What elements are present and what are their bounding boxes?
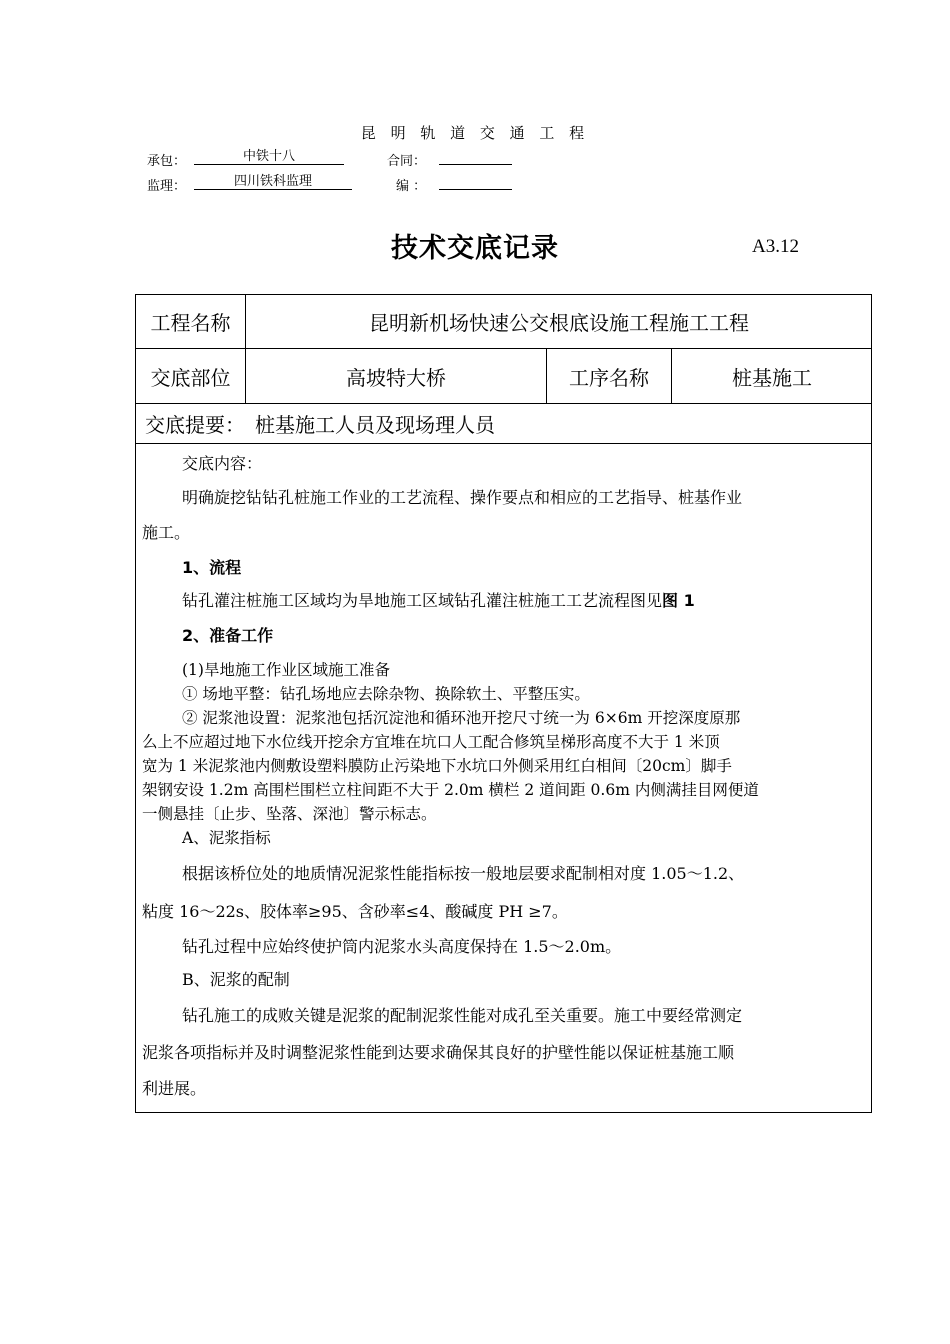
content-line: 钻孔施工的成败关键是泥浆的配制泥浆性能对成孔至关重要。施工中要经常测定: [182, 1006, 743, 1025]
content-line: 架钢安设 1.2m 高围栏围栏立柱间距不大于 2.0m 横栏 2 道间距 0.6m 内侧满挂目网便道: [142, 781, 759, 799]
content-line: [142, 588, 868, 611]
content-line: 泥浆各项指标并及时调整泥浆性能到达要求确保其良好的护壁性能以保证桩基施工顺: [142, 1043, 735, 1062]
content-line: 利进展。: [142, 1079, 207, 1098]
process-value: 桩基施工: [732, 365, 812, 390]
content-line: A、泥浆指标: [182, 829, 271, 847]
content-line: 么上不应超过地下水位线开挖余方宜堆在坑口人工配合修筑呈梯形高度不大于 1 米顶: [142, 733, 720, 751]
location-value: 高坡特大桥: [346, 365, 446, 390]
section-heading: 2、准备工作: [182, 626, 274, 645]
number-label: 编 ：: [396, 179, 427, 194]
document-code: A3.12: [752, 236, 799, 257]
project-name-value: 昆明新机场快速公交根底设施工程施工工程: [369, 311, 749, 335]
contract-label: 合同：: [387, 154, 427, 169]
supervisor-label: 监理：: [147, 179, 187, 194]
row-divider: [136, 443, 871, 444]
content-line: 根据该桥位处的地质情况泥浆性能指标按一般地层要求配制相对度 1.05～1.2、: [182, 864, 745, 883]
content-line: 交底内容：: [182, 454, 263, 473]
content-text: 钻孔灌注桩施工区域均为旱地施工区域钻孔灌注桩施工工艺流程图见: [182, 591, 663, 610]
content-line: 明确旋挖钻钻孔桩施工作业的工艺流程、操作要点和相应的工艺指导、桩基作业: [182, 488, 743, 507]
contract-value: [439, 149, 512, 165]
figure-ref: 图 1: [662, 591, 695, 610]
contractor-value: 中铁十八: [194, 149, 344, 165]
summary-line: 交底提要： 桩基施工人员及现场理人员: [145, 413, 495, 437]
content-line: 宽为 1 米泥浆池内侧敷设塑料膜防止污染地下水坑口外侧采用红白相间〔20cm〕脚手: [142, 757, 732, 775]
content-line: 钻孔过程中应始终使护筒内泥浆水头高度保持在 1.5～2.0m。: [182, 937, 622, 956]
content-line: 一侧悬挂〔止步、坠落、深池〕警示标志。: [142, 805, 437, 823]
contractor-label: 承包：: [147, 154, 187, 169]
content-line: ② 泥浆池设置：泥浆池包括沉淀池和循环池开挖尺寸统一为 6×6m 开挖深度原那: [182, 709, 741, 727]
section-heading: 1、流程: [182, 558, 242, 577]
project-header: 昆 明 轨 道 交 通 工 程: [360, 124, 590, 142]
disclosure-table: [135, 294, 872, 1113]
content-line: 粘度 16～22s、胶体率≥95、含砂率≤4、酸碱度 PH ≥7。: [142, 902, 568, 921]
content-line: 施工。: [142, 523, 191, 542]
supervisor-value: 四川铁科监理: [194, 174, 352, 190]
location-label: 交底部位: [150, 365, 231, 390]
content-line: (1)旱地施工作业区域施工准备: [182, 661, 390, 679]
content-line: ① 场地平整：钻孔场地应去除杂物、换除软土、平整压实。: [182, 685, 590, 703]
process-label: 工序名称: [569, 365, 649, 390]
content-line: B、泥浆的配制: [182, 970, 290, 989]
project-name-label: 工程名称: [150, 311, 231, 335]
document-title: 技术交底记录: [391, 233, 559, 264]
number-value: [439, 174, 512, 190]
